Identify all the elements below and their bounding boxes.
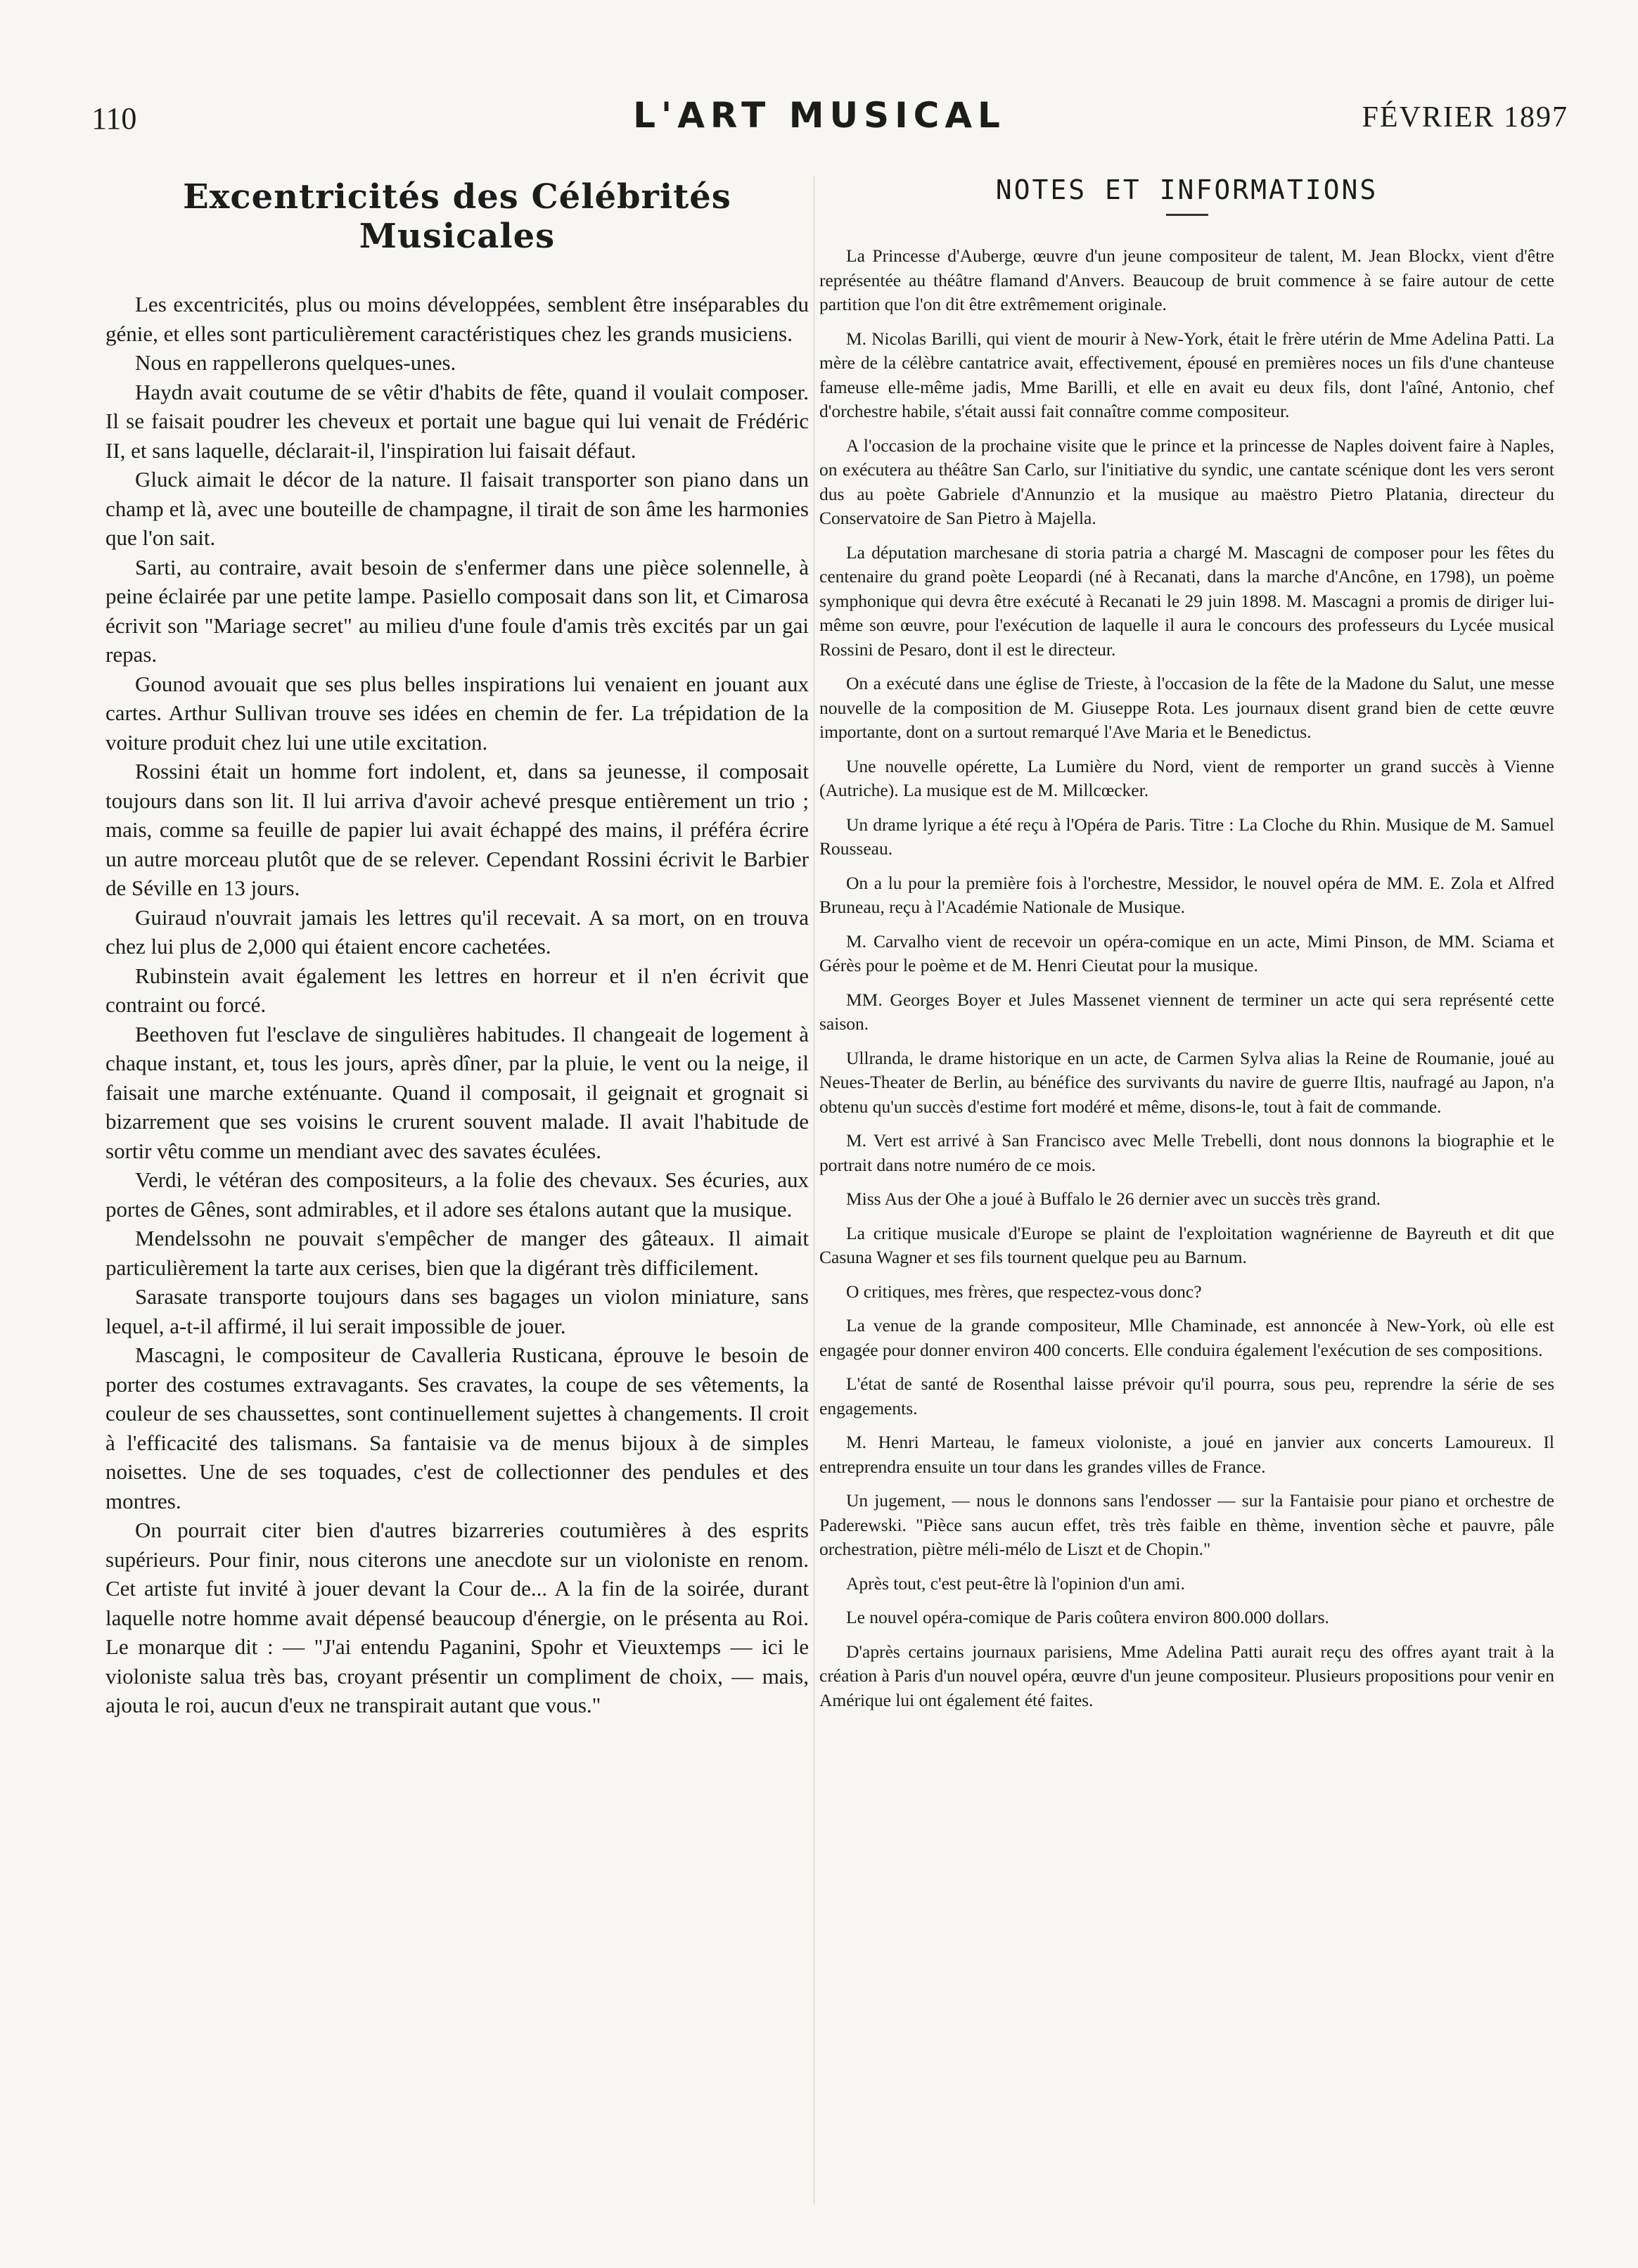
article-paragraph: Haydn avait coutume de se vêtir d'habits de fête, quand il voulait composer. Il se faisait poudrer les cheveux et portait une bague qui lui venait de Frédéric II, et sans laquelle, déclarait-il, l'inspiration lui faisait défaut. [105,379,809,463]
article-paragraph: Mascagni, le compositeur de Cavalleria Rusticana, éprouve le besoin de porter des costumes extravagants. Ses cravates, la coupe de ses vêtements, la couleur de ses chaussettes, sont continuellement sujettes à changements. Il croit à l'efficacité des talismans. Sa fantaisie va de menus bijoux à de simples noisettes. Une de ses toquades, c'est de collectionner des pendules et des montres. [105,1343,809,1513]
article-paragraph: Nous en rappellerons quelques-unes. [135,350,456,375]
notes-paragraph: MM. Georges Boyer et Jules Massenet viennent de terminer un acte qui sera représenté cette saison. [819,989,1554,1034]
notes-paragraph: M. Carvalho vient de recevoir un opéra-comique en un acte, Mimi Pinson, de MM. Sciama et Gérès pour le poème et de M. Henri Cieutat pour la musique. [819,930,1554,975]
notes-paragraph: La Princesse d'Auberge, œuvre d'un jeune compositeur de talent, M. Jean Blockx, vient d'être représentée au théâtre flamand d'Anvers. Beaucoup de bruit commence à se faire autour de cette partition que l'on dit être extrêmement originale. [819,245,1554,314]
article-paragraph: Rossini était un homme fort indolent, et, dans sa jeunesse, il composait toujours dans son lit. Il lui arriva d'avoir achevé presque entièrement un trio ; mais, comme sa feuille de papier lui avait échappé des mains, il préféra écrire un autre morceau plutôt que de se relever. Cependant Rossini écrivit le Barbier de Séville en 13 jours. [105,759,809,900]
article-paragraph: Guiraud n'ouvrait jamais les lettres qu'il recevait. A sa mort, on en trouva chez lui plus de 2,000 qui étaient encore cachetées. [105,904,809,959]
notes-paragraph: O critiques, mes frères, que respectez-vous donc? [846,1281,1202,1302]
article-paragraph: On pourrait citer bien d'autres bizarreries coutumières à des esprits supérieurs. Pour finir, nous citerons une anecdote sur un violoniste en renom. Cet artiste fut invité à jouer devant la Cour de... A la fin de la soirée, durant laquelle notre homme avait dépensé beaucoup d'énergie, on le présenta au Roi. Le monarque dit : — "J'ai entendu Paganini, Spohr et Vieuxtemps — ici le violoniste salua très bas, croyant présentir un compliment de choix, — mais, ajouta le roi, aucun d'eux ne transpirait autant que vous." [105,1518,809,1717]
notes-paragraph: Miss Aus der Ohe a joué à Buffalo le 26 dernier avec un succès très grand. [846,1189,1381,1209]
article-paragraph: Mendelssohn ne pouvait s'empêcher de manger des gâteaux. Il aimait particulièrement la tarte aux cerises, bien que la digérant très difficilement. [105,1226,809,1280]
notes-paragraph: M. Henri Marteau, le fameux violoniste, a joué en janvier aux concerts Lamoureux. Il entreprendra ensuite un tour dans les grandes villes de France. [819,1432,1554,1477]
article-paragraph: Rubinstein avait également les lettres en horreur et il n'en écrivit que contraint ou forcé. [105,963,809,1017]
article-paragraph: Sarti, au contraire, avait besoin de s'enfermer dans une pièce solennelle, à peine éclairée par une petite lampe. Pasiello composait dans son lit, et Cimarosa écrivit son "Mariage secret" au milieu d'une foule d'amis très excités par un gai repas. [105,554,809,667]
page-header [70,95,1568,151]
notes-paragraph: La députation marchesane di storia patria a chargé M. Mascagni de composer pour les fêtes du centenaire du grand poète Leopardi (né à Recanati, dans la marche d'Ancône, en 1798), un poème symphonique qui devra être exécuté à Recanati le 29 juin 1898. M. Mascagni a promis de diriger lui-même son œuvre, pour l'exécution de laquelle il aura le concours des professeurs du Lycée musical Rossini de Pesaro, dont il est le directeur. [819,542,1554,660]
notes-paragraph: On a lu pour la première fois à l'orchestre, Messidor, le nouvel opéra de MM. E. Zola et Alfred Bruneau, reçu à l'Académie Nationale de Musique. [819,872,1554,917]
article-paragraph: Beethoven fut l'esclave de singulières habitudes. Il changeait de logement à chaque instant, et, tous les jours, après dîner, par la pluie, le vent ou la neige, il faisait une marche exténuante. Quand il composait, il geignait et grognait si bizarrement que ses voisins le crurent souvent malade. Il avait l'habitude de sortir vêtu comme un mendiant avec des savates éculées. [105,1021,809,1163]
left-column [105,169,809,2240]
notes-paragraph: On a exécuté dans une église de Trieste, à l'occasion de la fête de la Madone du Salut, une messe nouvelle de la composition de M. Giuseppe Rota. Les journaux disent grand bien de cette œuvre importante, dont on a surtout remarqué l'Ave Maria et le Benedictus. [819,673,1554,742]
journal-title: L'ART MUSICAL [633,95,1006,136]
notes-paragraph: Le nouvel opéra-comique de Paris coûtera environ 800.000 dollars. [846,1607,1329,1627]
article-title: Excentricités des Célébrités Musicales [183,177,731,256]
right-column [819,169,1554,2240]
notes-paragraph: D'après certains journaux parisiens, Mme Adelina Patti aurait reçu des offres ayant trait à la création à Paris d'un nouvel opéra, œuvre d'un jeune compositeur. Plusieurs propositions pour venir en Amérique lui ont également été faites. [819,1641,1554,1710]
notes-paragraph: La venue de la grande compositeur, Mlle Chaminade, est annoncée à New-York, où elle est engagée pour donner environ 400 concerts. Elle conduira également l'exécution de ses compositions. [819,1315,1554,1360]
notes-paragraph: A l'occasion de la prochaine visite que le prince et la princesse de Naples doivent faire à Naples, on exécutera au théâtre San Carlo, sur l'initiative du syndic, une cantate scénique dont les vers seront dus au poète Gabriele d'Annunzio et la musique au maëstro Pietro Platania, directeur du Conservatoire de San Pietro à Majella. [819,435,1554,528]
issue-date: FÉVRIER 1897 [1362,101,1568,134]
notes-paragraph: Un drame lyrique a été reçu à l'Opéra de Paris. Titre : La Cloche du Rhin. Musique de M. Samuel Rousseau. [819,814,1554,859]
title-rule [1166,214,1208,216]
notes-paragraph: Un jugement, — nous le donnons sans l'endosser — sur la Fantaisie pour piano et orchestre de Paderewski. "Pièce sans aucun effet, très très faible en thème, invention sèche et pauvre, pâle orchestration, piètre méli-mélo de Liszt et de Chopin." [819,1490,1554,1559]
notes-paragraph: M. Vert est arrivé à San Francisco avec Melle Trebelli, dont nous donnons la biographie et le portrait dans notre numéro de ce mois. [819,1130,1554,1175]
article-paragraph: Gluck aimait le décor de la nature. Il faisait transporter son piano dans un champ et là, avec une bouteille de champagne, il tirait de son âme les harmonies que l'on sait. [105,467,809,550]
notes-paragraph: M. Nicolas Barilli, qui vient de mourir à New-York, était le frère utérin de Mme Adelina Patti. La mère de la célèbre cantatrice avait, effectivement, épousé en premières noces un fils d'une chanteuse fameuse elle-même jadis, Mme Barilli, et elle en avait eu deux fils, dont l'aîné, Antonio, chef d'orchestre habile, s'était aussi fait connaître comme compositeur. [819,328,1554,421]
article-paragraph: Les excentricités, plus ou moins développées, semblent être inséparables du génie, et elles sont particulièrement caractéristiques chez les grands musiciens. [105,292,809,346]
notes-paragraph: Après tout, c'est peut-être là l'opinion d'un ami. [846,1572,1185,1594]
notes-body [819,244,1554,1712]
notes-paragraph: La critique musicale d'Europe se plaint de l'exploitation wagnérienne de Bayreuth et dit que Casuna Wagner et ses fils tournent quelque peu au Barnum. [819,1222,1554,1267]
article-paragraph: Gounod avouait que ses plus belles inspirations lui venaient en jouant aux cartes. Arthur Sullivan trouve ses idées en chemin de fer. La trépidation de la voiture produit chez lui une utile excitation. [105,671,809,755]
article-paragraph: Sarasate transporte toujours dans ses bagages un violon miniature, sans lequel, a-t-il affirmé, il lui serait impossible de jouer. [105,1284,809,1338]
page-number: 110 [91,101,137,136]
article-body [105,290,809,1720]
notes-paragraph: L'état de santé de Rosenthal laisse prévoir qu'il pourra, sous peu, reprendre la série de ses engagements. [819,1373,1554,1418]
notes-paragraph: Une nouvelle opérette, La Lumière du Nord, vient de remporter un grand succès à Vienne (Autriche). La musique est de M. Millcœcker. [819,755,1554,800]
notes-title: NOTES ET INFORMATIONS [995,174,1378,205]
notes-paragraph: Ullranda, le drame historique en un acte, de Carmen Sylva alias la Reine de Roumanie, joué au Neues-Theater de Berlin, au bénéfice des survivants du navire de guerre Iltis, naufragé au Japon, n'a obtenu qu'un succès d'estime fort modéré et même, disons-le, tout à fait de commande. [819,1047,1554,1117]
article-paragraph: Verdi, le vétéran des compositeurs, a la folie des chevaux. Ses écuries, aux portes de Gênes, sont admirables, et il adore ses étalons autant que la musique. [105,1167,809,1222]
